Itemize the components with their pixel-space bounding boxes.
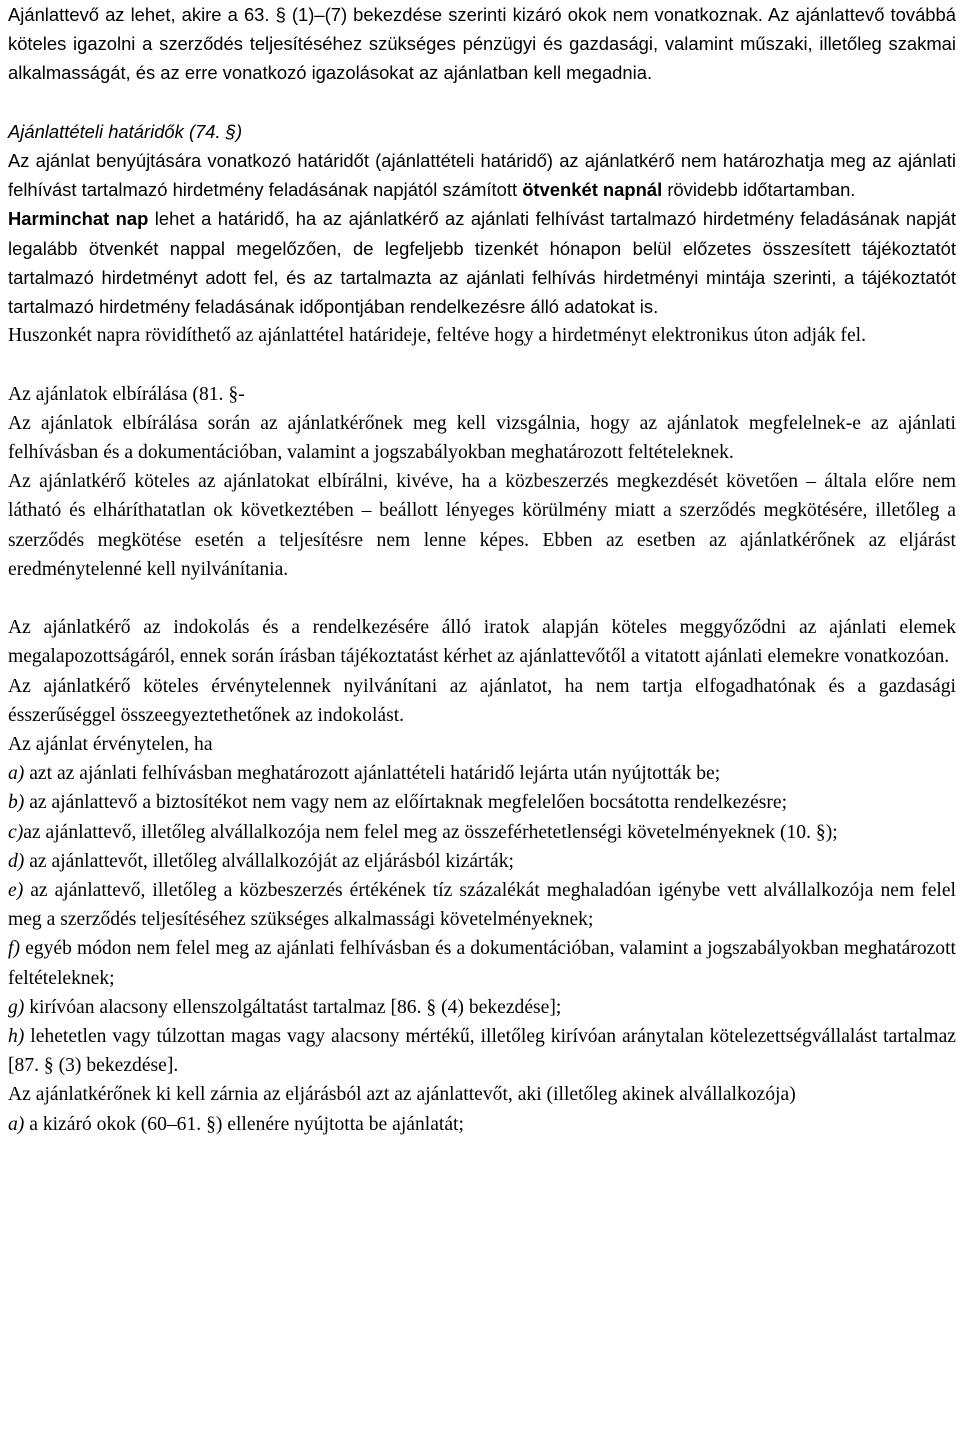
list-item bbox=[8, 934, 956, 992]
document-page bbox=[8, 0, 956, 1139]
list-item-text: az ajánlattevőt, illetőleg alvállalkozóját az eljárásból kizárták; bbox=[24, 850, 514, 872]
paragraph-evaluation-1: Az ajánlatok elbírálása során az ajánlatkérőnek meg kell vizsgálnia, hogy az ajánlatok megfelelnek-e az ajánlati felhívásban és a dokumentációban, valamint a jogszabályokban meghatározott feltételeknek. bbox=[8, 412, 956, 464]
list-item-label: h) bbox=[8, 1026, 25, 1048]
list-item-text: egyéb módon nem felel meg az ajánlati felhívásban és a dokumentációban, valamint a jogszabályokban meghatározott feltételeknek; bbox=[8, 938, 956, 989]
paragraph-exclusion-intro: Az ajánlatkérőnek ki kell zárnia az eljárásból azt az ajánlattevőt, aki (illetőleg akinek alvállalkozója) bbox=[8, 1084, 796, 1106]
paragraph-evaluation-2: Az ajánlatkérő köteles az ajánlatokat elbírálni, kivéve, ha a közbeszerzés megkezdését követően – általa előre nem látható és elháríthatatlan ok következtében – beállott lényeges körülmény miatt a szerződés megkötésére, illetőleg a szerződés megkötése esetén a teljesítésre nem lenne képes. Ebben az esetben az ajánlatkérőnek az eljárást eredménytelenné kell nyilvánítania. bbox=[8, 471, 956, 580]
list-item-label: g) bbox=[8, 996, 25, 1018]
list-item-text: lehetetlen vagy túlzottan magas vagy alacsony mértékű, illetőleg kirívóan aránytalan kötelezettségvállalást tartalmaz [87. § (3) bekezdése]. bbox=[8, 1026, 956, 1077]
list-item bbox=[8, 876, 956, 934]
paragraph-invalid-intro: Az ajánlat érvénytelen, ha bbox=[8, 734, 213, 756]
list-item-text: kirívóan alacsony ellenszolgáltatást tartalmaz [86. § (4) bekezdése]; bbox=[24, 996, 562, 1018]
list-item-text: az ajánlattevő, illetőleg alvállalkozója nem felel meg az összeférhetetlenségi követelményeknek (10. §); bbox=[23, 821, 838, 843]
spacer bbox=[8, 584, 956, 613]
list-item bbox=[8, 1110, 956, 1139]
list-item bbox=[8, 788, 956, 817]
list-item-label: a) bbox=[8, 763, 25, 785]
paragraph-deadline-22: Huszonkét napra rövidíthető az ajánlattétel határideje, feltéve hogy a hirdetményt elektronikus úton adják fel. bbox=[8, 325, 866, 347]
bold-text-36-days: Harminchat nap bbox=[8, 208, 149, 230]
heading-evaluation: Az ajánlatok elbírálása (81. §- bbox=[8, 383, 245, 405]
paragraph-justification-1: Az ajánlatkérő az indokolás és a rendelkezésére álló iratok alapján köteles meggyőződni az ajánlati elemek megalapozottságáról, ennek során írásban tájékoztatást kérhet az ajánlattevőtől a vitatott ajánlati elemekre vonatkozóan. bbox=[8, 617, 956, 668]
list-item-label: e) bbox=[8, 880, 24, 902]
list-item-text: a kizáró okok (60–61. §) ellenére nyújtotta be ajánlatát; bbox=[24, 1113, 464, 1135]
list-item bbox=[8, 1022, 956, 1080]
list-item bbox=[8, 847, 956, 876]
list-item-text: az ajánlattevő, illetőleg a közbeszerzés értékének tíz százalékát meghaladóan igénybe vett alvállalkozója nem felel meg a szerződés teljesítéséhez szükséges alkalmassági követelményeknek; bbox=[8, 880, 956, 931]
list-item-label: f) bbox=[8, 938, 20, 960]
paragraph-deadline-52 bbox=[8, 146, 956, 204]
paragraph-deadline-36 bbox=[8, 204, 956, 321]
heading-deadlines: Ajánlattételi határidők (74. §) bbox=[8, 120, 243, 142]
list-item bbox=[8, 993, 956, 1022]
list-item-text: az ajánlattevő a biztosítékot nem vagy nem az előírtaknak megfelelően bocsátotta rendelkezésre; bbox=[24, 792, 788, 814]
text-run: lehet a határidő, ha az ajánlatkérő az ajánlati felhívást tartalmazó hirdetmény feladásának napját legalább ötvenkét nappal megelőzően, de legfeljebb tizenkét hónapon belül előzetes összesített tájékoztatót tartalmazó hirdetményt adott fel, és az tartalmazta az ajánlati felhívás hirdetményi mintája szerinti, a tájékoztatót tartalmazó hirdetmény feladásának időpontjában rendelkezésre álló adatokat is. bbox=[8, 208, 956, 318]
list-item-label: a) bbox=[8, 1113, 25, 1135]
paragraph-justification-2: Az ajánlatkérő köteles érvénytelennek nyilvánítani az ajánlatot, ha nem tartja elfogadhatónak és a gazdasági ésszerűséggel összeegyeztethetőnek az indokolást. bbox=[8, 675, 956, 726]
list-item-label: b) bbox=[8, 792, 25, 814]
list-item-label: d) bbox=[8, 850, 25, 872]
list-item-text: azt az ajánlati felhívásban meghatározott ajánlattételi határidő lejárta után nyújtották be; bbox=[24, 763, 721, 785]
list-item bbox=[8, 759, 956, 788]
paragraph-eligibility: Ajánlattevő az lehet, akire a 63. § (1)–(7) bekezdése szerinti kizáró okok nem vonatkoznak. Az ajánlattevő továbbá köteles igazolni a szerződés teljesítéséhez szükséges pénzügyi és gazdasági, valamint műszaki, illetőleg szakmai alkalmasságát, és az erre vonatkozó igazolásokat az ajánlatban kell megadnia. bbox=[8, 4, 956, 84]
spacer bbox=[8, 350, 956, 379]
spacer bbox=[8, 88, 956, 117]
exclusion-list bbox=[8, 1110, 956, 1139]
text-run: Az ajánlat benyújtására vonatkozó határidőt (ajánlattételi határidő) az ajánlatkérő nem határozhatja meg az ajánlati felhívást tartalmazó hirdetmény feladásának napjától számított bbox=[8, 150, 956, 201]
list-item-label: c) bbox=[8, 821, 24, 843]
list-item bbox=[8, 818, 956, 847]
text-run: rövidebb időtartamban. bbox=[662, 179, 856, 201]
bold-text-52-days: ötvenkét napnál bbox=[522, 179, 663, 201]
invalidity-list bbox=[8, 759, 956, 1080]
